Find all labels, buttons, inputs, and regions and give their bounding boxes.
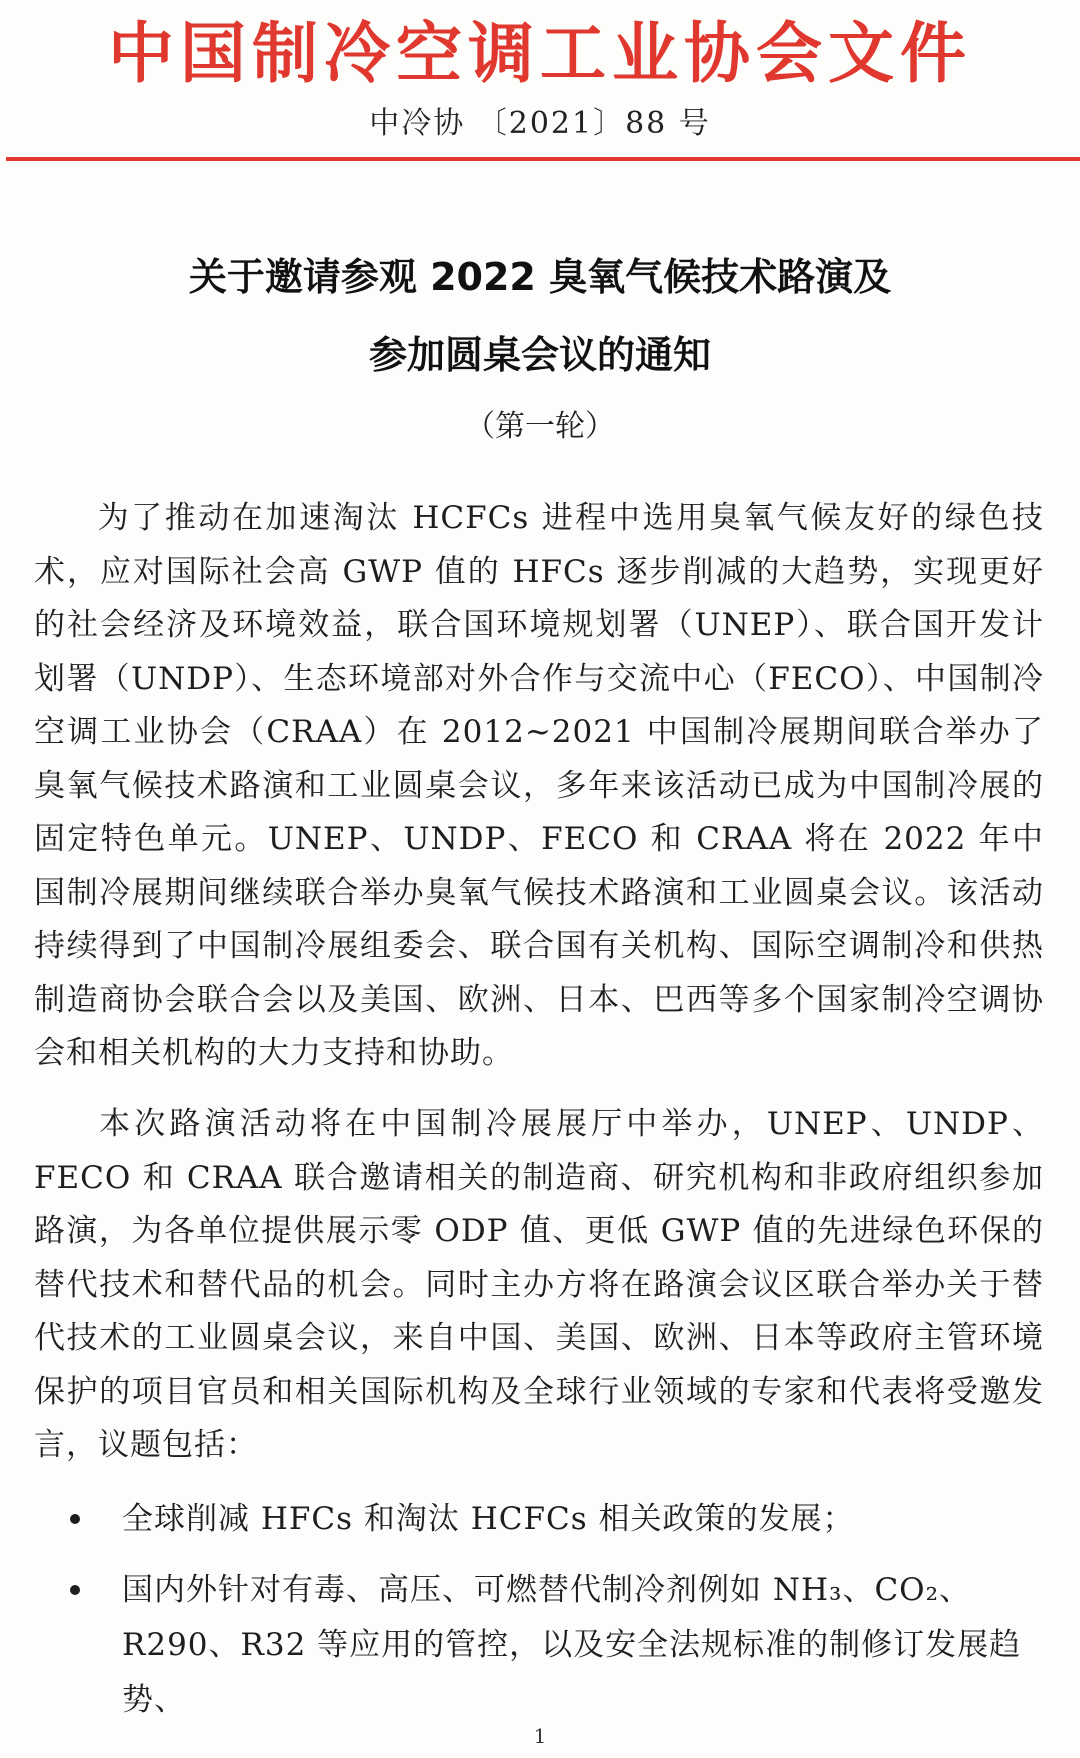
notice-round: （第一轮） — [465, 409, 615, 444]
notice-title-line1: 关于邀请参观 2022 臭氧气候技术路演及 — [188, 255, 892, 299]
paragraph-1-text: 为了推动在加速淘汰 HCFCs 进程中选用臭氧气候友好的绿色技术，应对国际社会高 GWP 值的 HFCs 逐步削减的大趋势，实现更好的社会经济及环境效益，联合国环境规划署（UNEP）、联合国开发计划署（UNDP）、生态环境部对外合作与交流中心（FECO）、中国制冷空调工业协会（CRAA）在 2012~2021 中国制冷展期间联合举办了臭氧气候技术路演和工业圆桌会议，多年来该活动已成为中国制冷展的固定特色单元。UNEP、UNDP、FECO 和 CRAA 将在 2022 年中国制冷展期间继续联合举办臭氧气候技术路演和工业圆桌会议。该活动持续得到了中国制冷展组委会、联合国有关机构、国际空调制冷和供热制造商协会联合会以及美国、欧洲、日本、巴西等多个国家制冷空调协会和相关机构的大力支持和协助。 — [34, 500, 1044, 1071]
list-item-text: 全球削减 HFCs 和淘汰 HCFCs 相关政策的发展； — [122, 1501, 855, 1537]
paragraph-2-text: 本次路演活动将在中国制冷展展厅中举办，UNEP、UNDP、FECO 和 CRAA 联合邀请相关的制造商、研究机构和非政府组织参加路演，为各单位提供展示零 ODP 值、更低 GWP 值的先进绿色环保的替代技术和替代品的机会。同时主办方将在路演会议区联合举办关于替代技术的工业圆桌会议，来自中国、美国、欧洲、日本等政府主管环境保护的项目官员和相关国际机构及全球行业领域的专家和代表将受邀发言，议题包括： — [34, 1106, 1044, 1463]
body-paragraph-1 — [34, 492, 1044, 1081]
notice-title-line2: 参加圆桌会议的通知 — [368, 333, 711, 377]
body-paragraph-2 — [34, 1098, 1044, 1473]
bullet-icon — [70, 1514, 80, 1524]
document-number: 中冷协 〔2021〕88 号 — [369, 106, 711, 141]
letterhead-title: 中国制冷空调工业协会文件 — [108, 15, 972, 92]
bullet-icon — [70, 1585, 80, 1595]
list-item — [70, 1563, 1050, 1728]
list-item — [70, 1492, 1050, 1547]
page-number: 1 — [533, 1724, 547, 1748]
letterhead-divider — [6, 157, 1080, 161]
list-item-text: 国内外针对有毒、高压、可燃替代制冷剂例如 NH₃、CO₂、R290、R32 等应用的管控，以及安全法规标准的制修订发展趋势、 — [122, 1572, 1022, 1718]
